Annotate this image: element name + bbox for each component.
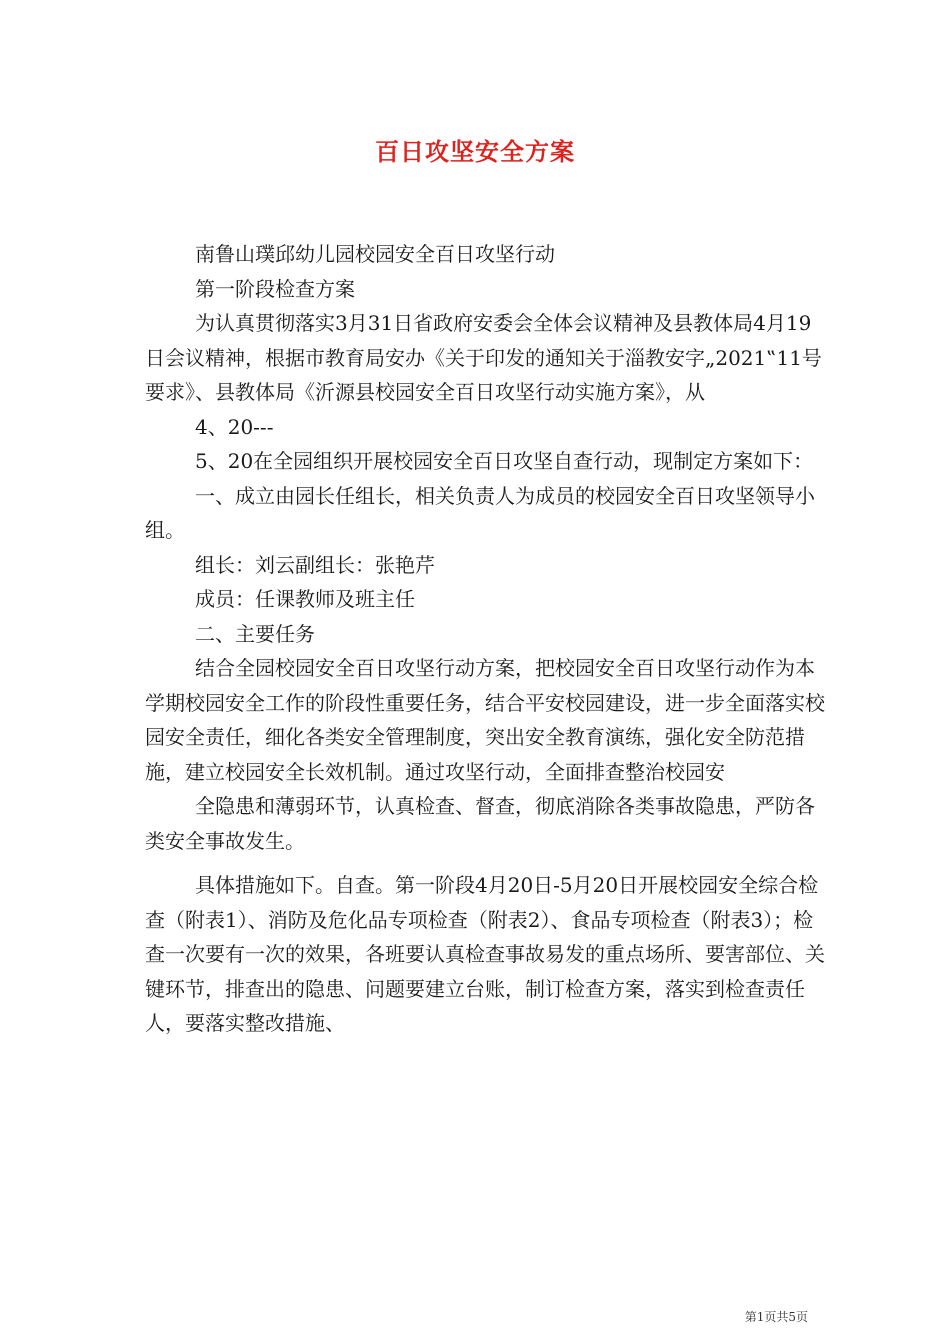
paragraph-phase-heading: 第一阶段检查方案 — [195, 276, 355, 301]
paragraph-hazards: 全隐患和薄弱环节，认真检查、督查，彻底消除各类事故隐患，严防各类安全事故发生。 — [145, 794, 815, 853]
paragraph-members: 成员：任课教师及班主任 — [195, 587, 415, 611]
paragraph-leaders: 组长：刘云副组长：张艳芹 — [195, 552, 435, 577]
paragraph-section-two: 二、主要任务 — [195, 621, 315, 646]
paragraph-measures: 具体措施如下。自查。第一阶段4月20日-5月20日开展校园安全综合检查（附表1）、消防及危化品专项检查（附表2）、食品专项检查（附表3）；检查一次要有一次的效果，各班要认真检查事故易发的重点场所、要害部位、关键环节，排查出的隐患、问题要建立台账，制订检查方案，落实到检查责任人，要落实整改措施、 — [145, 873, 825, 1035]
paragraph-date-end: 5、20在全园组织开展校园安全百日攻坚自查行动，现制定方案如下： — [195, 449, 814, 473]
paragraph-date-start: 4、20--- — [195, 414, 274, 439]
paragraph-school-heading: 南鲁山璞邱幼儿园校园安全百日攻坚行动 — [195, 242, 555, 266]
document-body — [145, 237, 825, 1041]
paragraph-intro: 为认真贯彻落实3月31日省政府安委会全体会议精神及县教体局4月19日会议精神，根据市教育局安办《关于印发的通知关于淄教安字„2021‟11号要求》、县教体局《沂源县校园安全百日攻坚行动实施方案》，从 — [145, 311, 822, 404]
paragraph-main-tasks: 结合全园校园安全百日攻坚行动方案，把校园安全百日攻坚行动作为本学期校园安全工作的阶段性重要任务，结合平安校园建设，进一步全面落实校园安全责任，细化各类安全管理制度，突出安全教育演练，强化安全防范措施，建立校园安全长效机制。通过攻坚行动，全面排查整治校园安 — [145, 656, 825, 784]
paragraph-section-one: 一、成立由园长任组长，相关负责人为成员的校园安全百日攻坚领导小组。 — [145, 483, 815, 542]
page-footer: 第1页共5页 — [744, 1310, 808, 1324]
document-title: 百日攻坚安全方案 — [375, 137, 575, 166]
